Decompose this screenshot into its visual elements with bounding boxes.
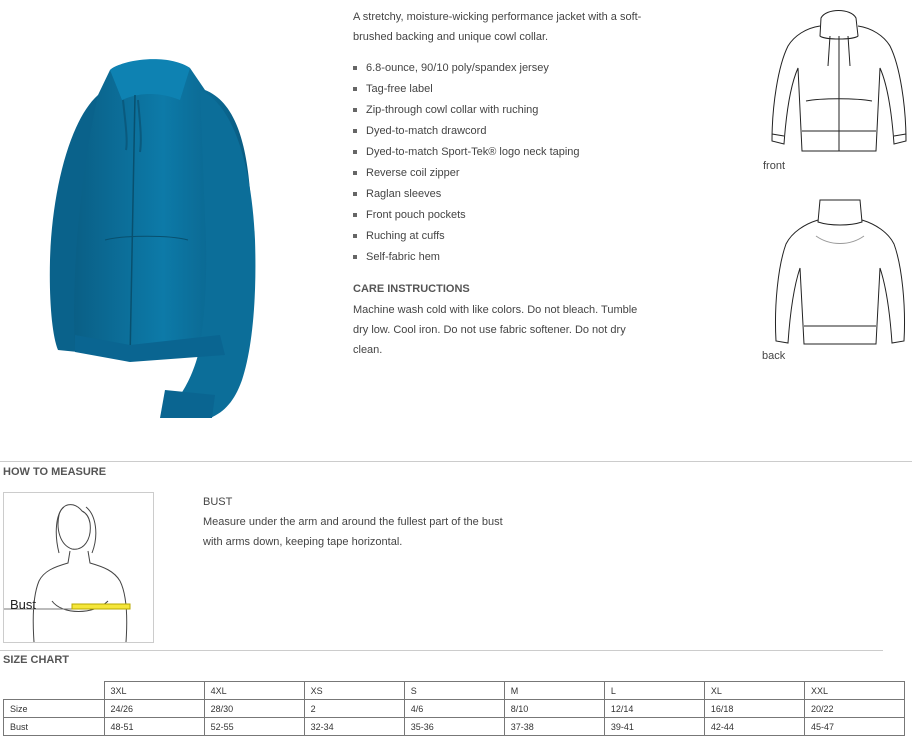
column-header: XL	[704, 682, 804, 700]
bust-image-label: Bust	[10, 597, 37, 612]
feature-text: Tag-free label	[366, 83, 433, 95]
feature-text: Raglan sleeves	[366, 188, 442, 200]
feature-text: Front pouch pockets	[366, 209, 466, 221]
feature-item	[353, 184, 653, 205]
bullet-icon	[353, 171, 357, 175]
table-row	[4, 700, 905, 718]
table-cell: 8/10	[504, 700, 604, 718]
size-chart-table	[3, 681, 905, 736]
back-label: back	[762, 350, 786, 362]
feature-item	[353, 247, 653, 268]
table-cell: 16/18	[704, 700, 804, 718]
feature-text: Dyed-to-match drawcord	[366, 125, 487, 137]
bust-measure-image	[3, 492, 154, 643]
column-header: S	[404, 682, 504, 700]
product-description: A stretchy, moisture-wicking performance jacket with a soft-brushed backing and unique cowl collar.	[353, 11, 642, 43]
feature-item	[353, 121, 653, 142]
bullet-icon	[353, 129, 357, 133]
how-to-measure-heading: HOW TO MEASURE	[3, 466, 107, 478]
bullet-icon	[353, 108, 357, 112]
feature-item	[353, 205, 653, 226]
feature-text: Ruching at cuffs	[366, 230, 445, 242]
bullet-icon	[353, 234, 357, 238]
column-header: 4XL	[204, 682, 304, 700]
table-row	[4, 718, 905, 736]
section-divider	[0, 650, 883, 651]
size-chart-heading: SIZE CHART	[3, 654, 69, 666]
back-sketch	[762, 196, 910, 362]
feature-item	[353, 163, 653, 184]
feature-text: Zip-through cowl collar with ruching	[366, 104, 539, 116]
table-cell: 48-51	[104, 718, 204, 736]
front-sketch	[763, 6, 911, 172]
column-header: XS	[304, 682, 404, 700]
table-cell: 37-38	[504, 718, 604, 736]
row-header: Bust	[4, 718, 105, 736]
feature-item	[353, 226, 653, 247]
care-instructions: Machine wash cold with like colors. Do not bleach. Tumble dry low. Cool iron. Do not use fabric softener. Do not dry clean.	[353, 304, 638, 356]
table-cell: 45-47	[804, 718, 904, 736]
row-header: Size	[4, 700, 105, 718]
table-cell: 52-55	[204, 718, 304, 736]
table-cell: 20/22	[804, 700, 904, 718]
feature-text: Dyed-to-match Sport-Tek® logo neck taping	[366, 146, 580, 158]
column-header: XXL	[804, 682, 904, 700]
feature-item	[353, 58, 653, 79]
bullet-icon	[353, 213, 357, 217]
feature-item	[353, 142, 653, 163]
table-cell: 28/30	[204, 700, 304, 718]
table-cell: 35-36	[404, 718, 504, 736]
front-label: front	[763, 160, 786, 172]
care-heading: CARE INSTRUCTIONS	[353, 283, 470, 295]
feature-text: Reverse coil zipper	[366, 167, 460, 179]
bust-instructions: Measure under the arm and around the fullest part of the bust with arms down, keeping tape horizontal.	[203, 516, 503, 548]
feature-text: 6.8-ounce, 90/10 poly/spandex jersey	[366, 62, 549, 74]
bullet-icon	[353, 150, 357, 154]
feature-item	[353, 79, 653, 100]
bullet-icon	[353, 192, 357, 196]
table-cell: 42-44	[704, 718, 804, 736]
column-header: L	[604, 682, 704, 700]
table-cell: 4/6	[404, 700, 504, 718]
table-cell: 24/26	[104, 700, 204, 718]
bullet-icon	[353, 66, 357, 70]
table-cell: 12/14	[604, 700, 704, 718]
table-cell: 39-41	[604, 718, 704, 736]
feature-text: Self-fabric hem	[366, 251, 440, 263]
table-cell: 2	[304, 700, 404, 718]
bust-title: BUST	[203, 496, 233, 508]
jacket-product-image	[30, 50, 280, 425]
table-header-row	[4, 682, 905, 700]
table-cell: 32-34	[304, 718, 404, 736]
bullet-icon	[353, 255, 357, 259]
feature-list	[353, 58, 653, 268]
column-header: 3XL	[104, 682, 204, 700]
column-header: M	[504, 682, 604, 700]
bullet-icon	[353, 87, 357, 91]
feature-item	[353, 100, 653, 121]
section-divider	[0, 461, 912, 462]
table-corner-cell	[4, 682, 105, 700]
